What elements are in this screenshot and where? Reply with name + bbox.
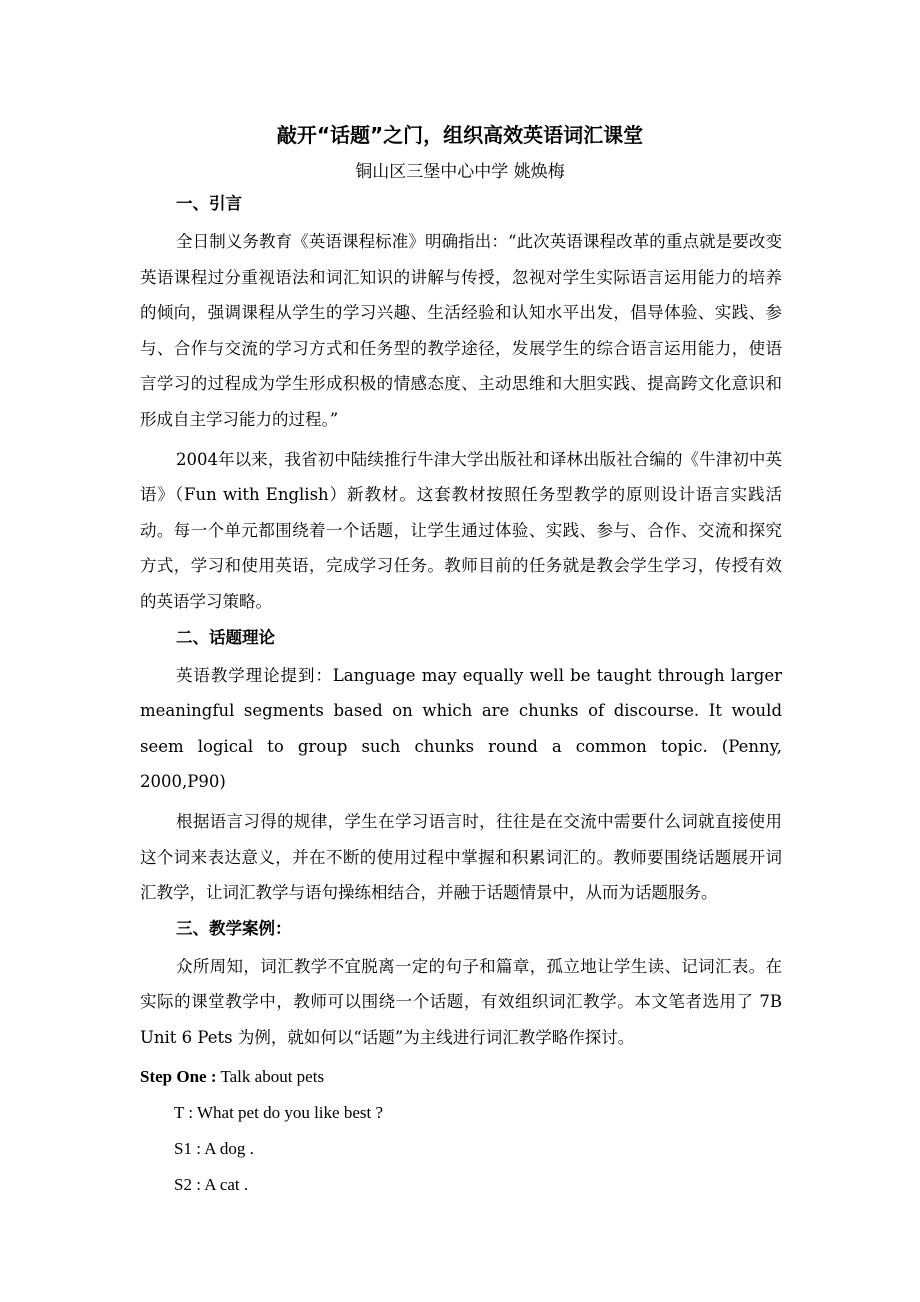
section-heading-teaching-case: 三、教学案例： [176, 918, 292, 938]
document-body [140, 190, 782, 1203]
step-label: Step One : [140, 1067, 217, 1087]
dialogue-line: S1 : A dog . [174, 1139, 254, 1159]
paragraph: 根据语言习得的规律，学生在学习语言时，往往是在交流中需要什么词就直接使用这个词来表达意义，并在不断的使用过程中掌握和积累词汇的。教师要围绕话题展开词汇教学，让词汇教学与语句操练相结合，并融于话题情景中，从而为话题服务。 [140, 811, 782, 903]
paragraph: 2004年以来，我省初中陆续推行牛津大学出版社和译林出版社合编的《牛津初中英语》（Fun with English）新教材。这套教材按照任务型教学的原则设计语言实践活动。每一个单元都围绕着一个话题，让学生通过体验、实践、参与、合作、交流和探究方式，学习和使用英语，完成学习任务。教师目前的任务就是教会学生学习，传授有效的英语学习策略。 [140, 449, 782, 611]
dialogue-line: T : What pet do you like best ? [174, 1103, 383, 1123]
dialogue-line: S2 : A cat . [174, 1175, 249, 1195]
step-one-line [140, 1059, 782, 1095]
author-line: 铜山区三堡中心中学 姚焕梅 [355, 162, 565, 182]
paragraph-english-quote: 英语教学理论提到：Language may equally well be taught through larger meaningful segments based on which are chunks of discourse. It would seem logical to group such chunks round a common topic. (Penny, 2000,P90) [140, 665, 782, 792]
paragraph: 众所周知，词汇教学不宜脱离一定的句子和篇章，孤立地让学生读、记词汇表。在实际的课堂教学中，教师可以围绕一个话题，有效组织词汇教学。本文笔者选用了 7B Unit 6 Pets 为例，就如何以“话题”为主线进行词汇教学略作探讨。 [140, 956, 782, 1047]
paragraph: 全日制义务教育《英语课程标准》明确指出：“此次英语课程改革的重点就是要改变英语课程过分重视语法和词汇知识的讲解与传授，忽视对学生实际语言运用能力的培养的倾向，强调课程从学生的学习兴趣、生活经验和认知水平出发，倡导体验、实践、参与、合作与交流的学习方式和任务型的教学途径，发展学生的综合语言运用能力，使语言学习的过程成为学生形成积极的情感态度、主动思维和大胆实践、提高跨文化意识和形成自主学习能力的过程。” [140, 232, 782, 429]
section-heading-topic-theory: 二、话题理论 [176, 627, 275, 647]
document-title: 敲开“话题”之门，组织高效英语词汇课堂 [276, 123, 644, 147]
step-text: Talk about pets [216, 1067, 325, 1087]
section-heading-intro: 一、引言 [176, 194, 242, 213]
